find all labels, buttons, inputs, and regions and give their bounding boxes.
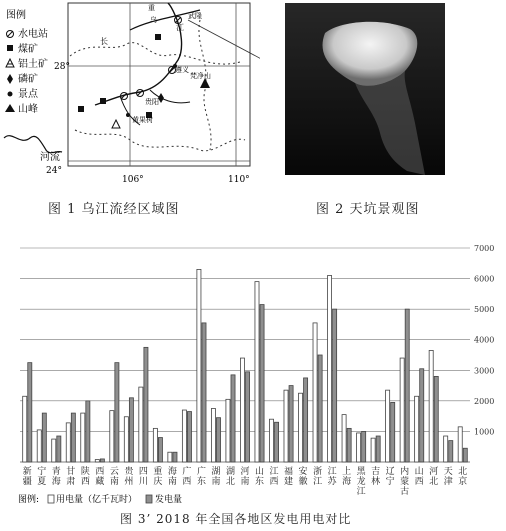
y-tick-label: 7000 xyxy=(474,244,495,253)
legend-title: 图例 xyxy=(6,10,26,21)
generation-swatch xyxy=(146,495,152,503)
coal-mine-icon xyxy=(100,98,106,104)
y-tick-label: 1000 xyxy=(474,427,495,437)
boundary-line xyxy=(75,130,245,151)
generation-bar xyxy=(434,376,438,462)
y-tick-label: 3000 xyxy=(474,366,495,376)
consumption-bar xyxy=(371,438,375,462)
category-label: 天津 xyxy=(443,467,453,487)
generation-bar xyxy=(420,369,424,462)
place-label: 黄果树 xyxy=(132,116,153,124)
generation-bar xyxy=(100,459,104,462)
generation-bar xyxy=(158,438,162,462)
category-label: 河南 xyxy=(240,467,250,487)
generation-bar xyxy=(275,422,279,462)
map-frame xyxy=(68,3,250,166)
category-label: 山东 xyxy=(255,467,265,487)
consumption-bar xyxy=(255,282,259,462)
category-label: 宁夏 xyxy=(37,467,47,487)
legend-label: 景点 xyxy=(18,89,38,100)
generation-bar xyxy=(376,436,380,462)
consumption-swatch xyxy=(48,495,54,503)
place-label: 贵阳 xyxy=(145,98,159,106)
generation-bar xyxy=(86,401,90,462)
lat-label: 24° xyxy=(46,166,62,176)
lon-label: 110° xyxy=(228,175,250,185)
bauxite-mine-icon xyxy=(112,120,120,128)
consumption-bar xyxy=(240,358,244,462)
legend-label: 水电站 xyxy=(18,29,48,40)
category-label: 上海 xyxy=(342,467,352,487)
lat-label: 28° xyxy=(54,62,70,72)
generation-bar xyxy=(405,309,409,462)
consumption-bar xyxy=(124,417,128,462)
generation-bar xyxy=(362,431,366,462)
chart-legend-generation: 发电量 xyxy=(155,495,183,505)
place-label: 江 xyxy=(176,23,184,32)
category-label: 甘肃 xyxy=(66,467,76,487)
generation-bar xyxy=(144,347,148,462)
category-label: 广东 xyxy=(196,467,206,487)
generation-bar xyxy=(449,441,453,462)
consumption-bar xyxy=(313,323,317,462)
category-label: 贵州 xyxy=(124,467,134,487)
consumption-bar xyxy=(66,423,70,462)
category-label: 新疆 xyxy=(22,467,32,487)
category-label: 重庆 xyxy=(153,467,163,487)
consumption-bar xyxy=(284,390,288,462)
y-tick-label: 5000 xyxy=(474,305,495,315)
generation-bar xyxy=(173,452,177,462)
consumption-bar xyxy=(226,399,230,462)
category-label: 陕西 xyxy=(80,467,90,487)
consumption-bar xyxy=(415,396,419,462)
consumption-bar xyxy=(182,410,186,462)
generation-bar xyxy=(115,363,119,462)
legend-label: 河流 xyxy=(40,152,60,163)
lon-label: 106° xyxy=(122,175,144,185)
consumption-bar xyxy=(197,269,201,462)
consumption-bar xyxy=(153,428,157,462)
power-bar-chart xyxy=(0,236,506,531)
figure-3-caption: 图 3’ 2018 年全国各地区发电用电对比 xyxy=(120,512,352,526)
pointer-line xyxy=(188,20,260,70)
category-label: 云南 xyxy=(109,467,119,487)
place-label: 武隆 xyxy=(188,12,202,20)
category-label: 河北 xyxy=(429,467,439,487)
category-label: 湖北 xyxy=(225,467,235,487)
generation-bar xyxy=(289,386,293,462)
category-label: 内蒙古 xyxy=(400,467,410,497)
category-label: 黑龙江 xyxy=(356,467,366,497)
generation-bar xyxy=(463,448,467,462)
chart-legend-consumption: 用电量（亿千瓦时） xyxy=(56,495,138,505)
chart-legend-prefix: 图例: xyxy=(18,495,40,505)
generation-bar xyxy=(304,378,308,462)
generation-bar xyxy=(333,309,337,462)
coal-mine-icon xyxy=(7,45,13,51)
generation-bar xyxy=(216,418,220,462)
category-label: 吉林 xyxy=(371,467,381,487)
phosphate-mine-icon xyxy=(7,74,13,84)
place-label: 乌 xyxy=(150,16,157,24)
consumption-bar xyxy=(52,439,56,462)
sinkhole-photo xyxy=(285,3,445,175)
category-label: 辽宁 xyxy=(385,467,395,487)
consumption-bar xyxy=(37,430,41,462)
generation-bar xyxy=(71,413,75,462)
place-label: 长 xyxy=(100,37,108,46)
place-label: 重 xyxy=(148,4,155,12)
consumption-bar xyxy=(386,390,390,462)
figure-1-caption: 图 1 乌江流经区域图 xyxy=(48,202,180,217)
consumption-bar xyxy=(211,409,215,463)
legend-label: 磷矿 xyxy=(18,74,38,85)
wujiang-basin-map xyxy=(0,0,260,192)
category-label: 湖南 xyxy=(211,467,221,487)
consumption-bar xyxy=(328,276,332,462)
category-label: 江苏 xyxy=(327,467,337,487)
legend-label: 铝土矿 xyxy=(18,59,48,70)
generation-bar xyxy=(391,402,395,462)
generation-bar xyxy=(202,323,206,462)
consumption-bar xyxy=(139,387,143,462)
generation-bar xyxy=(231,375,235,462)
category-label: 四川 xyxy=(138,467,148,487)
generation-bar xyxy=(28,363,32,462)
category-label: 青海 xyxy=(51,467,61,487)
generation-bar xyxy=(187,412,191,462)
generation-bar xyxy=(347,428,351,462)
generation-bar xyxy=(318,355,322,462)
category-label: 西藏 xyxy=(95,467,105,487)
legend-label: 山峰 xyxy=(18,104,38,115)
category-label: 海南 xyxy=(167,467,177,487)
place-label: 遵义 xyxy=(175,66,189,74)
consumption-bar xyxy=(299,393,303,462)
category-label: 福建 xyxy=(284,467,294,487)
legend-label: 煤矿 xyxy=(18,44,38,55)
consumption-bar xyxy=(168,452,172,462)
generation-bar xyxy=(246,372,250,462)
category-label: 广西 xyxy=(182,467,192,487)
category-label: 北京 xyxy=(458,467,468,487)
scenic-spot-icon xyxy=(126,113,130,117)
consumption-bar xyxy=(269,419,273,462)
category-label: 山西 xyxy=(414,467,424,487)
consumption-bar xyxy=(342,415,346,462)
scenic-spot-icon xyxy=(8,92,13,97)
consumption-bar xyxy=(95,460,99,462)
boundary-line xyxy=(70,43,240,64)
category-label: 江西 xyxy=(269,467,279,487)
consumption-bar xyxy=(458,427,462,462)
y-tick-label: 6000 xyxy=(474,274,495,284)
y-tick-label: 4000 xyxy=(474,335,495,345)
river-legend-icon xyxy=(4,136,62,153)
consumption-bar xyxy=(444,436,448,462)
mountain-peak-icon xyxy=(5,104,15,112)
figure-2-caption: 图 2 天坑景观图 xyxy=(316,202,420,217)
coal-mine-icon xyxy=(78,106,84,112)
consumption-bar xyxy=(357,433,361,462)
generation-bar xyxy=(57,436,61,462)
category-label: 安徽 xyxy=(298,467,308,487)
consumption-bar xyxy=(23,396,27,462)
consumption-bar xyxy=(400,358,404,462)
generation-bar xyxy=(42,413,46,462)
category-label: 浙江 xyxy=(313,467,323,487)
consumption-bar xyxy=(110,411,114,462)
coal-mine-icon xyxy=(155,34,161,40)
consumption-bar xyxy=(81,413,85,462)
generation-bar xyxy=(260,305,264,462)
bauxite-mine-icon xyxy=(6,59,14,67)
generation-bar xyxy=(129,398,133,462)
consumption-bar xyxy=(429,350,433,462)
y-tick-label: 2000 xyxy=(474,396,495,406)
place-label: 梵净山 xyxy=(190,72,211,80)
hydro-station-icon xyxy=(7,31,14,38)
